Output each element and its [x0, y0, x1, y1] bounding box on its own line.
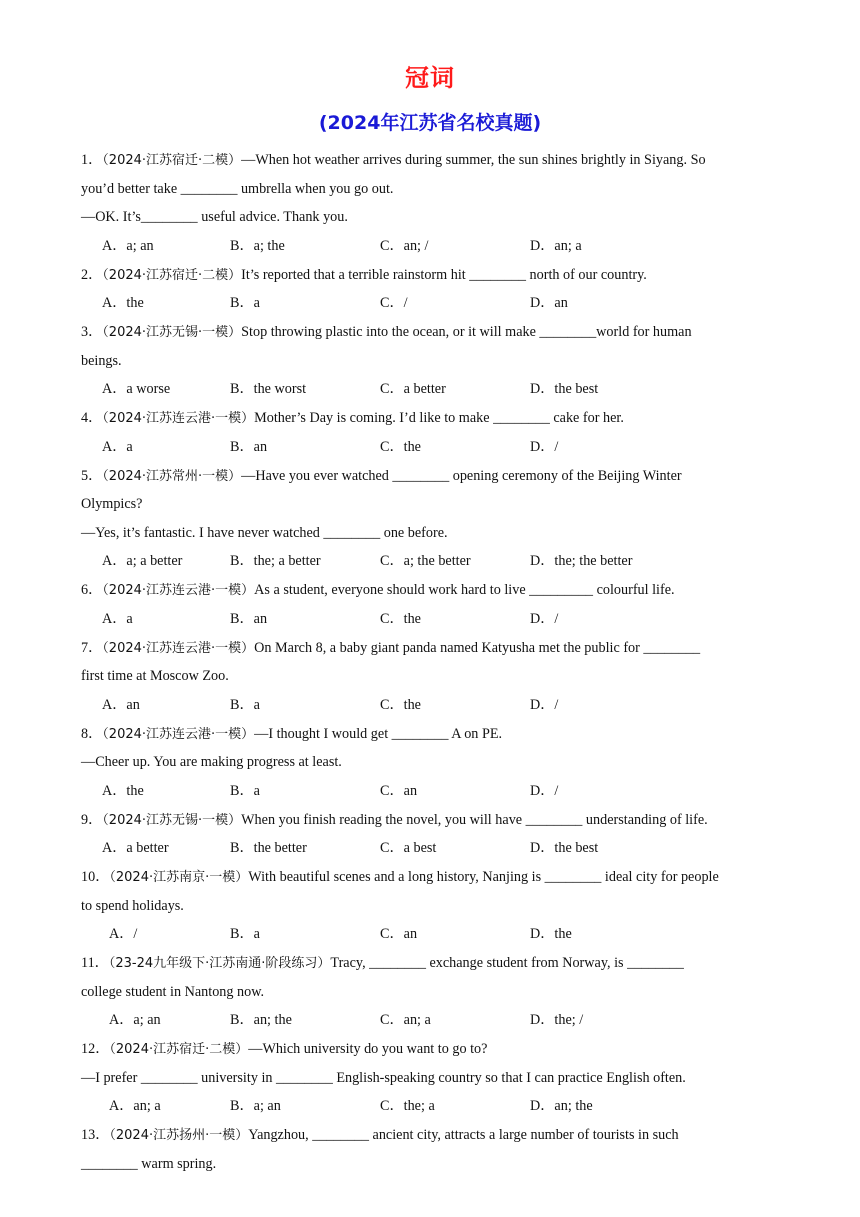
- question-source: （2024·江苏宿迁·二模）: [109, 1042, 249, 1057]
- question-text: —Have you ever watched ________ opening ceremony of the Beijing Winter: [241, 467, 682, 484]
- question-text-line: [81, 462, 781, 491]
- option-b: B．a; an: [230, 1098, 281, 1114]
- question-text-line: [81, 404, 781, 433]
- question-source: （2024·江苏连云港·一模）: [102, 640, 255, 656]
- option-b: B．a: [230, 295, 260, 311]
- question-text-line: [81, 720, 781, 749]
- option-d: D．an; a: [530, 237, 582, 254]
- option-d: D．an; the: [530, 1098, 593, 1114]
- option-a: A．the: [102, 782, 144, 799]
- question-text-line: [81, 261, 781, 290]
- question-text: Yangzhou, ________ ancient city, attracts a large number of tourists in such: [248, 1127, 679, 1143]
- question-text-line: [81, 978, 781, 1007]
- question-text: —I prefer ________ university in ________ English-speaking country so that I can practice English often.: [81, 1069, 686, 1086]
- option-d: D．an: [530, 295, 568, 311]
- question-3: [81, 318, 781, 404]
- question-source: （2024·江苏连云港·一模）: [102, 411, 255, 426]
- option-c: C．/: [380, 295, 408, 311]
- option-d: D．the; the better: [530, 553, 633, 569]
- question-text-line: [81, 1064, 781, 1093]
- question-text-line: [81, 576, 781, 605]
- question-text: ________ warm spring.: [81, 1155, 217, 1172]
- question-number: 3．: [81, 324, 103, 340]
- option-a: A．a: [102, 438, 133, 455]
- question-text: Olympics?: [81, 496, 143, 512]
- options-row: [81, 232, 781, 261]
- option-a: A．/: [109, 926, 138, 942]
- options-row: [81, 777, 781, 806]
- option-c: C．an: [380, 926, 418, 942]
- question-number: 13．: [81, 1127, 110, 1143]
- question-source: （2024·江苏扬州·一模）: [109, 1128, 249, 1143]
- question-text: —Yes, it’s fantastic. I have never watched ________ one before.: [81, 524, 448, 541]
- question-number: 9．: [81, 811, 103, 828]
- option-a: A．a; an: [102, 237, 154, 254]
- option-c: C．an; a: [380, 1012, 431, 1028]
- option-c: C．the; a: [380, 1098, 435, 1114]
- question-text: On March 8, a baby giant panda named Katyusha met the public for ________: [254, 639, 701, 656]
- question-text: —Which university do you want to go to?: [248, 1041, 488, 1057]
- option-c: C．an: [380, 782, 418, 799]
- question-text-line: [81, 892, 781, 921]
- option-b: B．an: [230, 610, 268, 627]
- options-row: [81, 289, 781, 318]
- question-text-line: [81, 146, 781, 175]
- question-4: [81, 404, 781, 462]
- option-c: C．the: [380, 696, 421, 713]
- option-b: B．an: [230, 438, 268, 455]
- question-list: [81, 146, 781, 1178]
- option-b: B．a: [230, 696, 260, 713]
- question-text-line: [81, 1121, 781, 1150]
- option-b: B．the; a better: [230, 553, 321, 569]
- question-2: [81, 261, 781, 319]
- option-c: C．a best: [380, 840, 437, 856]
- options-row: [81, 547, 781, 576]
- options-row: [81, 834, 781, 863]
- option-c: C．the: [380, 438, 421, 455]
- options-row: [81, 691, 781, 720]
- option-c: C．a; the better: [380, 553, 471, 569]
- page-title: 冠词: [405, 64, 455, 92]
- question-number: 4．: [81, 410, 103, 426]
- option-a: A．an; a: [109, 1098, 161, 1114]
- option-a: A．a; an: [109, 1012, 161, 1028]
- question-number: 5．: [81, 467, 103, 484]
- question-text-line: [81, 748, 781, 777]
- question-text-line: [81, 519, 781, 548]
- question-7: [81, 634, 781, 720]
- question-source: （2024·江苏南京·一模）: [109, 870, 249, 885]
- question-text: —I thought I would get ________ A on PE.: [254, 725, 503, 742]
- question-1: [81, 146, 781, 261]
- question-source: （2024·江苏无锡·一模）: [102, 325, 242, 340]
- options-row: [81, 920, 781, 949]
- question-text: you’d better take ________ umbrella when you go out.: [81, 180, 394, 197]
- question-text-line: [81, 1150, 781, 1179]
- question-text: Mother’s Day is coming. I’d like to make ________ cake for her.: [254, 410, 624, 426]
- question-text: —OK. It’s________ useful advice. Thank you.: [81, 209, 348, 225]
- option-d: D．the; /: [530, 1012, 584, 1028]
- option-d: D．/: [530, 782, 559, 799]
- options-row: [81, 605, 781, 634]
- option-b: B．a: [230, 782, 260, 799]
- question-text: —Cheer up. You are making progress at least.: [81, 754, 342, 770]
- question-text: Tracy, ________ exchange student from Norway, is ________: [330, 955, 684, 971]
- question-11: [81, 949, 781, 1035]
- question-source: （2024·江苏宿迁·二模）: [102, 267, 242, 283]
- option-a: A．a; a better: [102, 553, 183, 569]
- question-9: [81, 806, 781, 864]
- question-8: [81, 720, 781, 806]
- question-number: 11．: [81, 955, 109, 971]
- option-a: A．the: [102, 295, 144, 311]
- question-source: （2024·江苏连云港·一模）: [102, 583, 255, 598]
- question-source: （23-24九年级下·江苏南通·阶段练习）: [108, 956, 331, 971]
- question-number: 1．: [81, 152, 103, 168]
- question-10: [81, 863, 781, 949]
- options-row: [81, 375, 781, 404]
- options-row: [81, 433, 781, 462]
- question-number: 8．: [81, 725, 103, 742]
- question-text: When you finish reading the novel, you will have ________ understanding of life.: [241, 811, 708, 828]
- option-b: B．a; the: [230, 237, 285, 254]
- option-a: A．a worse: [102, 381, 171, 397]
- question-text-line: [81, 347, 781, 376]
- question-source: （2024·江苏常州·一模）: [102, 468, 242, 484]
- question-source: （2024·江苏连云港·一模）: [102, 726, 255, 742]
- option-a: A．an: [102, 696, 140, 713]
- question-text: beings.: [81, 352, 122, 369]
- option-d: D．the best: [530, 381, 599, 397]
- question-number: 6．: [81, 582, 103, 598]
- option-a: A．a better: [102, 840, 169, 856]
- question-12: [81, 1035, 781, 1121]
- option-b: B．the worst: [230, 381, 307, 397]
- question-text-line: [81, 949, 781, 978]
- question-text-line: [81, 203, 781, 232]
- question-6: [81, 576, 781, 634]
- option-c: C．the: [380, 610, 421, 627]
- question-text: Stop throwing plastic into the ocean, or it will make ________world for human: [241, 324, 692, 340]
- question-13: [81, 1121, 781, 1178]
- options-row: [81, 1092, 781, 1121]
- question-text: college student in Nantong now.: [81, 983, 265, 1000]
- question-number: 7．: [81, 639, 103, 656]
- option-d: D．the best: [530, 840, 599, 856]
- question-source: （2024·江苏无锡·一模）: [102, 812, 242, 828]
- option-d: D．the: [530, 926, 572, 942]
- question-text-line: [81, 318, 781, 347]
- question-text-line: [81, 490, 781, 519]
- question-text: As a student, everyone should work hard to live _________ colourful life.: [254, 582, 675, 598]
- option-d: D．/: [530, 610, 559, 627]
- question-text: —When hot weather arrives during summer, the sun shines brightly in Siyang. So: [241, 152, 706, 168]
- question-text: first time at Moscow Zoo.: [81, 668, 229, 684]
- question-text-line: [81, 634, 781, 663]
- page-subtitle: (2024年江苏省名校真题): [318, 112, 542, 134]
- option-d: D．/: [530, 696, 559, 713]
- question-text-line: [81, 175, 781, 204]
- question-number: 12．: [81, 1041, 110, 1057]
- question-text-line: [81, 1035, 781, 1064]
- question-text-line: [81, 806, 781, 835]
- question-source: （2024·江苏宿迁·二模）: [102, 153, 242, 168]
- question-text: It’s reported that a terrible rainstorm hit ________ north of our country.: [241, 266, 647, 283]
- option-b: B．an; the: [230, 1012, 292, 1028]
- option-d: D．/: [530, 438, 559, 455]
- options-row: [81, 1006, 781, 1035]
- option-c: C．an; /: [380, 237, 429, 254]
- question-text-line: [81, 662, 781, 691]
- question-5: [81, 462, 781, 577]
- question-number: 10．: [81, 869, 110, 885]
- option-b: B．a: [230, 926, 260, 942]
- option-c: C．a better: [380, 381, 446, 397]
- question-number: 2．: [81, 266, 103, 283]
- question-text: With beautiful scenes and a long history, Nanjing is ________ ideal city for people: [248, 869, 719, 885]
- option-a: A．a: [102, 610, 133, 627]
- question-text: to spend holidays.: [81, 897, 184, 914]
- question-text-line: [81, 863, 781, 892]
- option-b: B．the better: [230, 840, 307, 856]
